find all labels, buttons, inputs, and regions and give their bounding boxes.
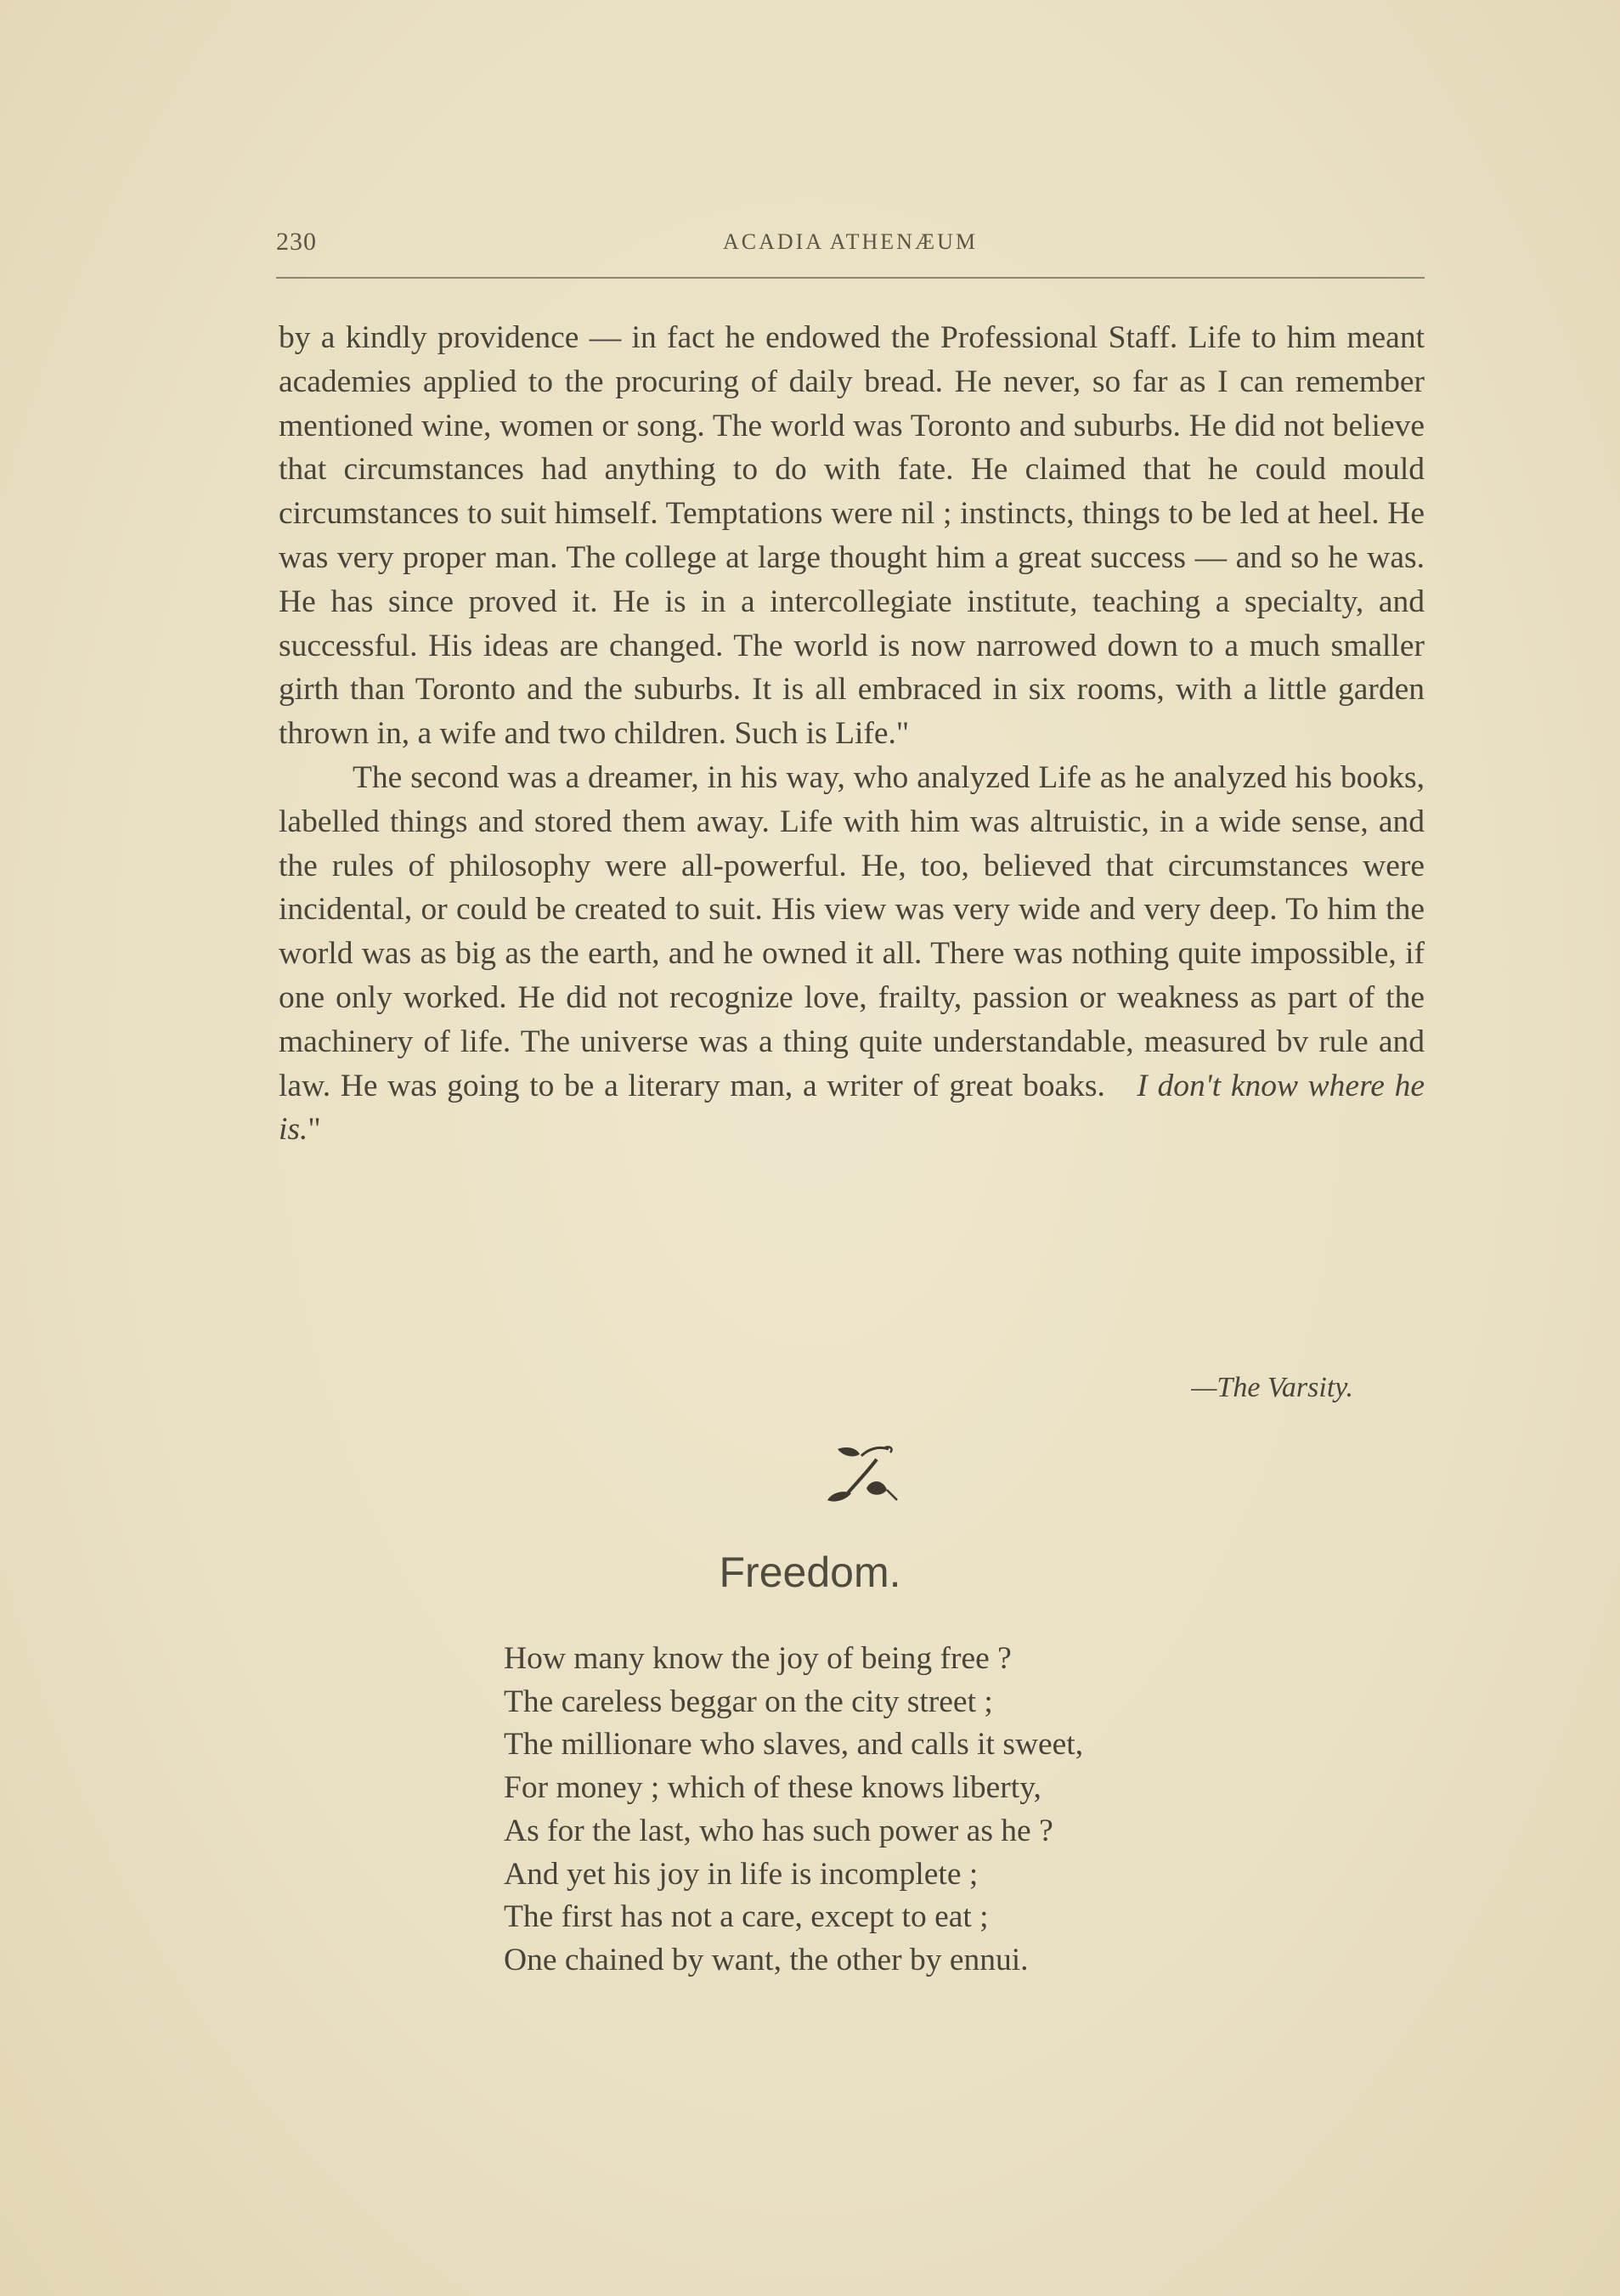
italic-remark: I don't know where he is. [279,1068,1425,1148]
paragraph [279,756,1425,1152]
running-title: ACADIA ATHENÆUM [723,229,978,254]
poem-line: As for the last, who has such power as he ? [504,1813,1053,1848]
poem-line: The first has not a care, except to eat ; [504,1899,989,1935]
poem-line: One chained by want, the other by ennui. [504,1942,1029,1977]
article-body [279,316,1425,1152]
poem-line: And yet his joy in life is incomplete ; [504,1856,979,1892]
fleuron-icon [821,1444,900,1505]
poem [504,1638,1083,1983]
poem-title: Freedom. [719,1549,901,1596]
paragraph-text: The second was a dreamer, in his way, who analyzed Life as he analyzed his books, labelled things and stored them away. Life with him was altruistic, in a wide sense, and the rules of philosophy were all-powerful. He, too, believed that circumstances were incidental, or could be created to suit. His view was very wide and very deep. To him the world was as big as the earth, and he owned it all. There was nothing quite impossible, if one only worked. He did not recognize love, frailty, passion or weakness as part of the machinery of life. The universe was a thing quite understandable, measured bv rule and law. He was going to be a literary man, a writer of great boaks. [279,759,1425,1103]
poem-line: The careless beggar on the city street ; [504,1684,993,1719]
page-number: 230 [276,228,317,256]
poem-line: How many know the joy of being free ? [504,1641,1012,1676]
page-header [276,228,1425,279]
poem-line: For money ; which of these knows liberty, [504,1770,1041,1806]
paragraph: by a kindly providence — in fact he endowed the Professional Staff. Life to him meant academies applied to the procuring of daily bread. He never, so far as I can remember mentioned wine, women or song. The world was Toronto and suburbs. He did not believe that circumstances had anything to do with fate. He claimed that he could mould circumstances to suit himself. Temptations were nil ; instincts, things to be led at heel. He was very proper man. The college at large thought him a great success — and so he was. He has since proved it. He is in a intercollegiate institute, teaching a specialty, and successful. His ideas are changed. The world is now narrowed down to a much smaller girth than Toronto and the suburbs. It is all embraced in six rooms, with a little garden thrown in, a wife and two children. Such is Life." [279,320,1425,752]
poem-line: The millionare who slaves, and calls it sweet, [504,1727,1084,1763]
attribution: —The Varsity. [1191,1372,1353,1403]
closing-quote: " [308,1112,321,1148]
